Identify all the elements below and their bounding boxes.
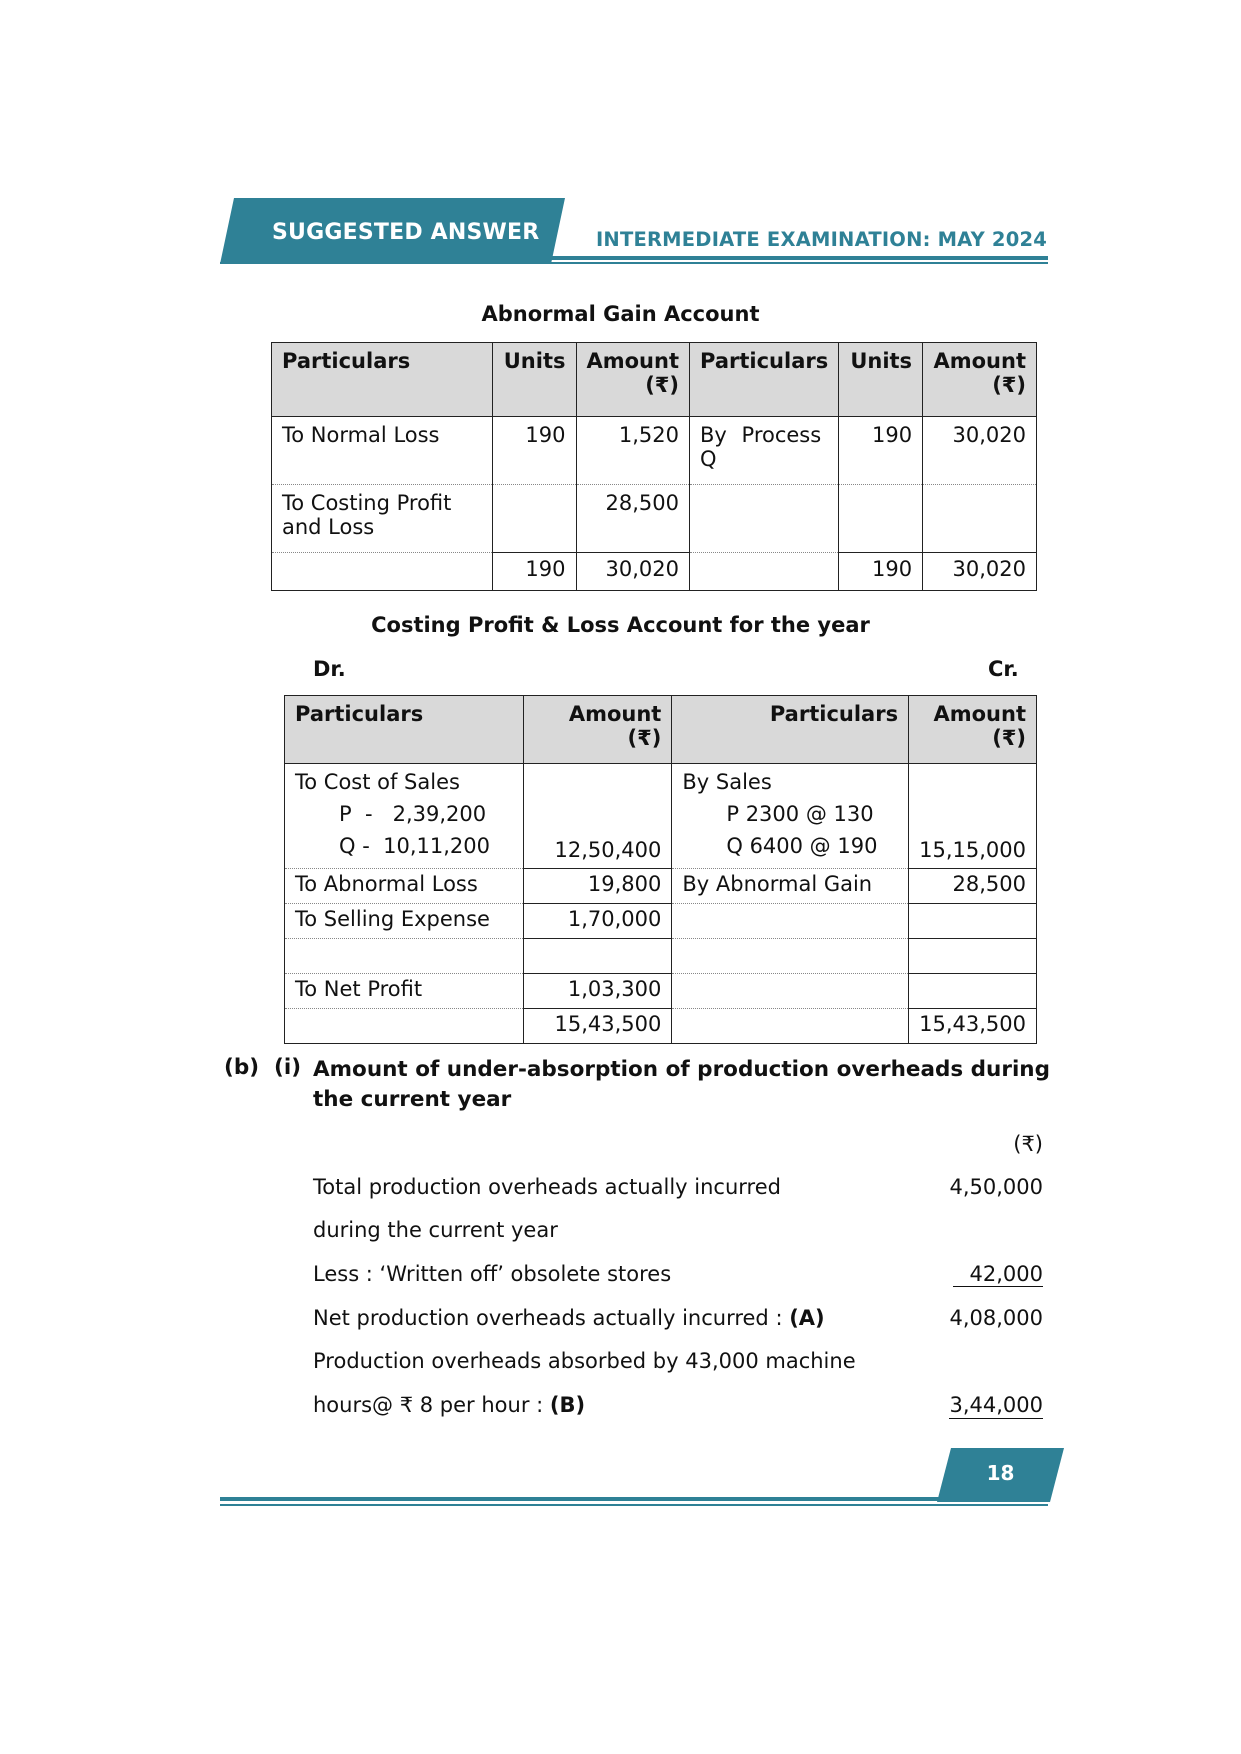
line-amount: 4,50,000 xyxy=(949,1175,1043,1199)
cell: To Abnormal Loss xyxy=(285,869,524,904)
cell: To Costing Profit and Loss xyxy=(272,485,493,553)
header-particulars: Particulars xyxy=(690,343,839,417)
line-text-main: Net production overheads actually incurred : xyxy=(313,1306,790,1330)
cell: 1,520 xyxy=(576,417,690,485)
table-row xyxy=(272,417,1037,485)
header-amount: Amount (₹) xyxy=(523,696,672,764)
line-text: Less : ‘Written off’ obsolete stores xyxy=(313,1262,672,1286)
cell xyxy=(672,764,909,869)
cell: 30,020 xyxy=(923,417,1037,485)
cell xyxy=(285,764,524,869)
cell: By Abnormal Gain xyxy=(672,869,909,904)
totals-row xyxy=(272,553,1037,591)
header-units: Units xyxy=(839,343,923,417)
cell: 15,15,000 xyxy=(909,764,1037,869)
amount-underlined: 3,44,000 xyxy=(949,1393,1043,1417)
costing-pl-title: Costing Profit & Loss Account for the year xyxy=(371,613,870,637)
line-amount xyxy=(953,1262,1043,1287)
footer-rule xyxy=(220,1497,948,1501)
cell xyxy=(285,1009,524,1044)
table-row xyxy=(285,939,1037,974)
page-number: 18 xyxy=(986,1461,1015,1485)
label-a: (A) xyxy=(789,1306,825,1330)
header-particulars: Particulars xyxy=(672,696,909,764)
header-amount: Amount (₹) xyxy=(923,343,1037,417)
sales-label: By Sales xyxy=(682,770,772,794)
header-units: Units xyxy=(492,343,576,417)
total-cell: 190 xyxy=(839,553,923,591)
cell xyxy=(285,939,524,974)
cell xyxy=(909,904,1037,939)
table-row xyxy=(285,904,1037,939)
line-text xyxy=(313,1306,825,1330)
line-text: during the current year xyxy=(313,1218,558,1242)
cell: 190 xyxy=(492,417,576,485)
line-text-main: hours@ ₹ 8 per hour : xyxy=(313,1393,550,1417)
cost-of-sales-label: To Cost of Sales xyxy=(295,770,460,794)
line-text: Total production overheads actually incurred xyxy=(313,1175,781,1199)
total-cell: 190 xyxy=(492,553,576,591)
cell: 12,50,400 xyxy=(523,764,672,869)
abnormal-gain-table xyxy=(271,342,1037,591)
dr-label: Dr. xyxy=(313,657,346,681)
costing-pl-table xyxy=(284,695,1037,1044)
cell xyxy=(839,485,923,553)
line-text xyxy=(313,1393,585,1417)
cell xyxy=(690,485,839,553)
cell: 28,500 xyxy=(576,485,690,553)
cell xyxy=(672,904,909,939)
line-text: Production overheads absorbed by 43,000 machine xyxy=(313,1349,856,1373)
cell: 1,70,000 xyxy=(523,904,672,939)
cell: By Process Q xyxy=(690,417,839,485)
table-row xyxy=(285,974,1037,1009)
cost-q: Q - 10,11,200 xyxy=(339,834,491,858)
sales-q: Q 6400 @ 190 xyxy=(726,834,878,858)
table-row xyxy=(285,869,1037,904)
header-tab-label: SUGGESTED ANSWER xyxy=(272,220,540,245)
cell: To Selling Expense xyxy=(285,904,524,939)
label-b: (B) xyxy=(549,1393,586,1417)
exam-title: INTERMEDIATE EXAMINATION: MAY 2024 xyxy=(595,228,1047,251)
abnormal-gain-title: Abnormal Gain Account xyxy=(481,302,760,326)
line-amount xyxy=(949,1393,1043,1417)
cell: 19,800 xyxy=(523,869,672,904)
cell xyxy=(690,553,839,591)
footer-rule-thin xyxy=(220,1504,1048,1506)
cell xyxy=(492,485,576,553)
currency-label: (₹) xyxy=(1013,1132,1043,1156)
header-amount: Amount (₹) xyxy=(576,343,690,417)
cell xyxy=(672,974,909,1009)
question-title: Amount of under-absorption of production overheads during the current year xyxy=(313,1057,1051,1112)
cell: To Normal Loss xyxy=(272,417,493,485)
cell xyxy=(923,485,1037,553)
cell: 1,03,300 xyxy=(523,974,672,1009)
cell: To Net Profit xyxy=(285,974,524,1009)
header-rule-thin xyxy=(220,262,1048,264)
header-amount: Amount (₹) xyxy=(909,696,1037,764)
header-rule xyxy=(548,256,1048,260)
table-row xyxy=(285,764,1037,869)
question-label: (b) (i) xyxy=(224,1055,302,1080)
cell: 28,500 xyxy=(909,869,1037,904)
amount-underlined: 42,000 xyxy=(953,1262,1043,1287)
sales-p: P 2300 @ 130 xyxy=(726,802,874,826)
totals-row xyxy=(285,1009,1037,1044)
cell xyxy=(672,939,909,974)
cell xyxy=(672,1009,909,1044)
table-row xyxy=(272,485,1037,553)
cell: 190 xyxy=(839,417,923,485)
cell xyxy=(272,553,493,591)
line-amount: 4,08,000 xyxy=(949,1306,1043,1330)
total-cell: 30,020 xyxy=(576,553,690,591)
header-particulars: Particulars xyxy=(272,343,493,417)
cell xyxy=(523,939,672,974)
total-cell: 30,020 xyxy=(923,553,1037,591)
total-cell: 15,43,500 xyxy=(909,1009,1037,1044)
cost-p: P - 2,39,200 xyxy=(339,802,487,826)
total-cell: 15,43,500 xyxy=(523,1009,672,1044)
cell xyxy=(909,939,1037,974)
cr-label: Cr. xyxy=(988,657,1019,681)
cell xyxy=(909,974,1037,1009)
header-particulars: Particulars xyxy=(285,696,524,764)
